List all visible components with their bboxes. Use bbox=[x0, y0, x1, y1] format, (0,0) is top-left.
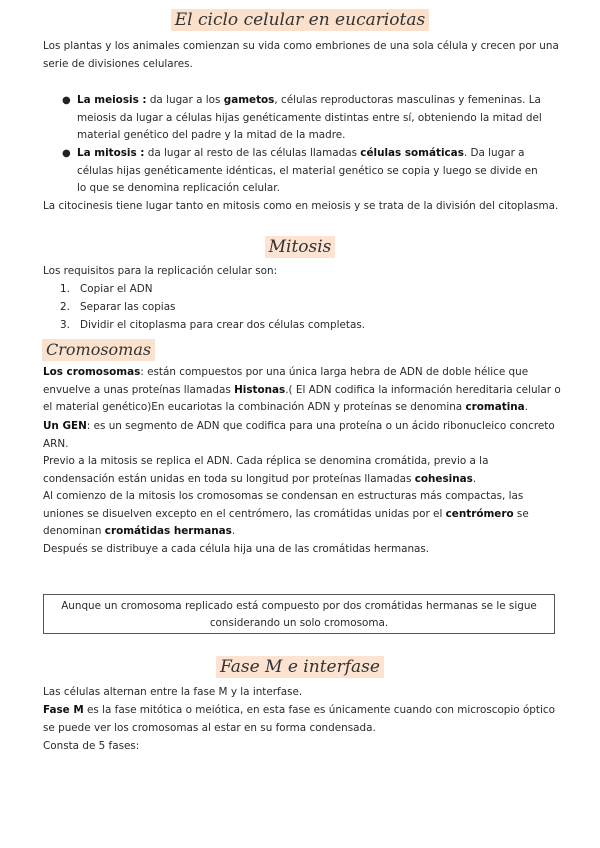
list-number: 3. bbox=[60, 319, 70, 331]
meiosis-bullet bbox=[77, 92, 547, 145]
bullet-marker: ● bbox=[62, 148, 71, 159]
mitosis-heading: Mitosis bbox=[265, 236, 336, 258]
previo-text-b: . bbox=[472, 472, 477, 485]
previo-text-a: Previo a la mitosis se replica el ADN. Cada réplica se denomina cromátida, previo a la condensación están unidas en toda su longitud por proteínas llamadas bbox=[43, 455, 489, 485]
requisito-item: Dividir el citoplasma para crear dos células completas. bbox=[80, 319, 366, 331]
requisitos-intro: Los requisitos para la replicación celular son: bbox=[43, 265, 278, 277]
comienzo-paragraph bbox=[43, 488, 563, 541]
fase-intro: Las células alternan entre la fase M y la interfase. bbox=[43, 686, 303, 698]
fase-heading: Fase M e interfase bbox=[216, 656, 384, 678]
page-title: El ciclo celular en eucariotas bbox=[171, 9, 429, 31]
cohesinas-term: cohesinas bbox=[414, 472, 473, 485]
fase-m-term: Fase M bbox=[43, 704, 84, 716]
mitosis-bullet bbox=[77, 145, 547, 198]
mitosis-text-a: da lugar al resto de las células llamadas bbox=[144, 147, 361, 159]
consta-paragraph: Consta de 5 fases: bbox=[43, 740, 140, 752]
list-number: 2. bbox=[60, 301, 70, 313]
cromosomas-text-b: .( El ADN codifica la información hereditaria celular o el material genético)En eucariotas la combinación ADN y proteínas se denomina bbox=[43, 383, 561, 414]
somaticas-term: células somáticas bbox=[360, 147, 464, 159]
requisito-item: Copiar el ADN bbox=[80, 283, 153, 295]
cromosomas-paragraph bbox=[43, 364, 563, 417]
intro-paragraph: Los plantas y los animales comienzan su vida como embriones de una sola célula y crecen por una serie de divisiones celulares. bbox=[43, 40, 559, 70]
cromosomas-heading: Cromosomas bbox=[42, 339, 155, 361]
mitosis-heading-block bbox=[0, 236, 600, 258]
cromosomas-text-a: : están compuestos por una única larga hebra de ADN de doble hélice que envuelve a unas proteínas llamadas bbox=[43, 366, 529, 396]
title-block bbox=[0, 9, 600, 31]
requisito-item: Separar las copias bbox=[80, 301, 176, 313]
bullet-marker: ● bbox=[62, 95, 71, 106]
meiosis-text-a: da lugar a los bbox=[146, 94, 224, 106]
mitosis-term: La mitosis : bbox=[77, 147, 145, 159]
list-number: 1. bbox=[60, 283, 70, 295]
gametos-term: gametos bbox=[223, 94, 275, 106]
previo-paragraph bbox=[43, 453, 563, 488]
meiosis-term: La meiosis : bbox=[77, 94, 147, 106]
gen-text: : es un segmento de ADN que codifica para una proteína o un ácido ribonucleico concreto ARN. bbox=[43, 420, 555, 450]
fase-m-paragraph bbox=[43, 702, 563, 737]
cromatidas-hermanas-term: cromátidas hermanas bbox=[104, 525, 232, 538]
comienzo-text-c: . bbox=[231, 525, 236, 538]
cromosomas-term: Los cromosomas bbox=[43, 366, 141, 378]
fase-m-text: es la fase mitótica o meiótica, en esta fase es únicamente cuando con microscopio óptico se puede ver los cromosomas al estar en su forma condensada. bbox=[43, 704, 555, 734]
cromosomas-text-c: . bbox=[524, 401, 528, 414]
comienzo-text-a: Al comienzo de la mitosis los cromosomas se condensan en estructuras más compactas, las uniones se disuelven excepto en el centrómero, las cromátidas unidas por el bbox=[43, 490, 524, 520]
centromero-term: centrómero bbox=[445, 507, 514, 520]
gen-term: Un GEN bbox=[43, 420, 87, 432]
note-box: Aunque un cromosoma replicado está compuesto por dos cromátidas hermanas se le sigue considerando un solo cromosoma. bbox=[43, 594, 555, 634]
citocinesis-paragraph: La citocinesis tiene lugar tanto en mitosis como en meiosis y se trata de la división del citoplasma. bbox=[43, 200, 559, 212]
cromatina-term: cromatina bbox=[465, 401, 525, 414]
gen-paragraph bbox=[43, 418, 563, 453]
fase-heading-block bbox=[0, 656, 600, 678]
meiosis-text-b: , células reproductoras masculinas y femeninas. La meiosis da lugar a células hijas genéticamente distintas entre sí, obteniendo la mitad del material genético del padre y la mitad de la madre. bbox=[77, 94, 542, 142]
histonas-term: Histonas bbox=[234, 383, 286, 396]
despues-paragraph: Después se distribuye a cada célula hija una de las cromátidas hermanas. bbox=[43, 543, 430, 555]
comienzo-text-b: se denominan bbox=[43, 507, 529, 538]
mitosis-text-b: . Da lugar a células hijas genéticamente idénticas, el material genético se copia y luego se divide en lo que se denomina replicación celular. bbox=[77, 147, 538, 195]
